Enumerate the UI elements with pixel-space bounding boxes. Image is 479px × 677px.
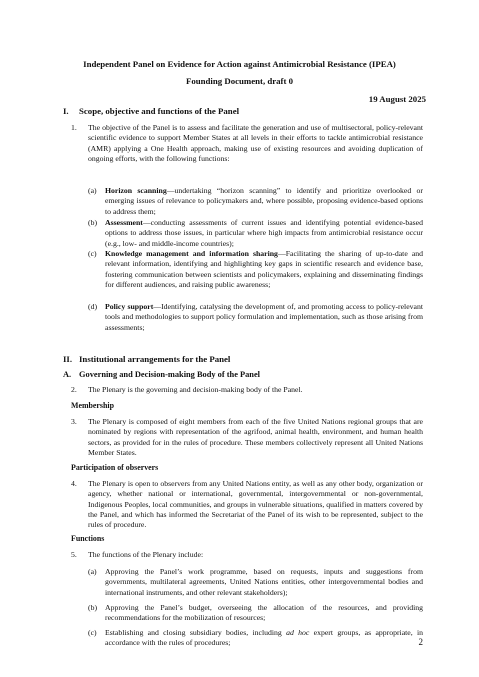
list-item-knowledge-management [105,249,423,290]
page-number: 2 [418,637,423,647]
section-1-heading [63,106,239,117]
section-1-title: Scope, objective and functions of the Panel [79,106,240,116]
paragraph-5: The functions of the Plenary include: [88,550,204,559]
list-item-letter: (c) [88,249,97,258]
paragraph-1: The objective of the Panel is to assess and facilitate the generation and use of multisectoral, policy-relevant scientific evidence to support Member States at all levels in their efforts to tackle antimicrobial resistance (AMR) applying a One Health approach, making use of existing resources and avoiding duplication of ongoing efforts, with the following functions: [88,123,423,163]
membership-heading: Membership [71,401,114,410]
list-item-assessment [105,218,423,249]
list-item-text: —Identifying, catalysing the development of, and promoting access to policy-relevant tools and methodologies to support policy formulation and implementation, such as those arising from assessments; [105,302,423,332]
list-item-letter: (a) [88,567,97,576]
section-2-title: Institutional arrangements for the Panel [79,354,231,364]
paragraph-2: The Plenary is the governing and decision-making body of the Panel. [88,385,303,394]
observers-heading: Participation of observers [71,463,159,472]
subsection-a-heading [63,369,260,380]
list-item-letter: (c) [88,628,97,637]
paragraph-number: 3. [71,417,77,426]
list-item-text: —undertaking “horizon scanning” to identify and prioritize overlooked or emerging issues of relevance to policymakers and, where possible, proposing evidence-based options to address them; [105,186,423,216]
section-2-number: II. [63,354,73,364]
list-item-letter: (b) [88,603,98,612]
function-item-subsidiary-bodies [105,628,423,649]
list-item-term: Knowledge management and information sharing [105,249,278,258]
list-item-term: Assessment [105,218,143,227]
paragraph-4: The Plenary is open to observers from any United Nations entity, as well as any other body, organization or agency, whether national or international, governmental, intergovernmental or non-governmental, Indigenous Peoples, local communities, and groups in vulnerable situations, qualified in matters covered by the Panel, and which has informed the Secretariat of the Panel of its wish to be represented, subject to the rules of procedure. [88,479,423,530]
list-item-letter: (a) [88,186,97,195]
document-date: 19 August 2025 [368,94,426,104]
function-item-italic: ad hoc [286,628,310,637]
section-1-number: I. [63,106,69,116]
list-item-text: —conducting assessments of current issues and identifying potential evidence-based options to address those issues, in particular where high impacts from antimicrobial resistance occur (e.g., low- and middle-income countries); [105,218,423,248]
subsection-a-title: Governing and Decision-making Body of the Panel [79,370,261,379]
paragraph-number: 1. [71,123,77,132]
list-item-letter: (b) [88,218,98,227]
list-item-policy-support [105,302,423,333]
paragraph-number: 5. [71,550,77,559]
list-item-term: Policy support [105,302,154,311]
list-item-horizon-scanning [105,186,423,217]
paragraph-3: The Plenary is composed of eight members from each of the five United Nations regional groups that are nominated by regions with representation of the agrifood, animal health, environment, and human health sectors, as provided for in the rules of procedure. These members collectively represent all United Nations Member States. [88,417,423,457]
function-item-text: expert groups, as appropriate, in accordance with the rules of procedures; [105,628,424,648]
list-item-letter: (d) [88,302,98,311]
section-2-heading [63,354,230,365]
document-subtitle: Founding Document, draft 0 [185,76,294,86]
subsection-a-letter: A. [63,370,72,379]
function-item-text: Establishing and closing subsidiary bodies, including [105,628,287,637]
function-item-budget: Approving the Panel’s budget, overseeing the allocation of the resources, and providing recommendations for the mobilization of resources; [105,603,423,623]
function-item-work-programme: Approving the Panel’s work programme, based on requests, inputs and suggestions from governments, multilateral agreements, United Nations entities, other intergovernmental bodies and international instruments, and other relevant stakeholders); [105,567,423,597]
functions-heading: Functions [71,534,105,543]
list-item-text: —Facilitating the sharing of up-to-date and relevant information, identifying and highlighting key gaps in scientific research and evidence base, fostering communication between scientists and policymakers, explaining and disseminating findings for different audiences, and raising public awareness; [105,249,424,289]
paragraph-number: 4. [71,479,77,488]
list-item-term: Horizon scanning [105,186,167,195]
document-title: Independent Panel on Evidence for Action against Antimicrobial Resistance (IPEA) [83,59,396,69]
paragraph-number: 2. [71,385,77,394]
